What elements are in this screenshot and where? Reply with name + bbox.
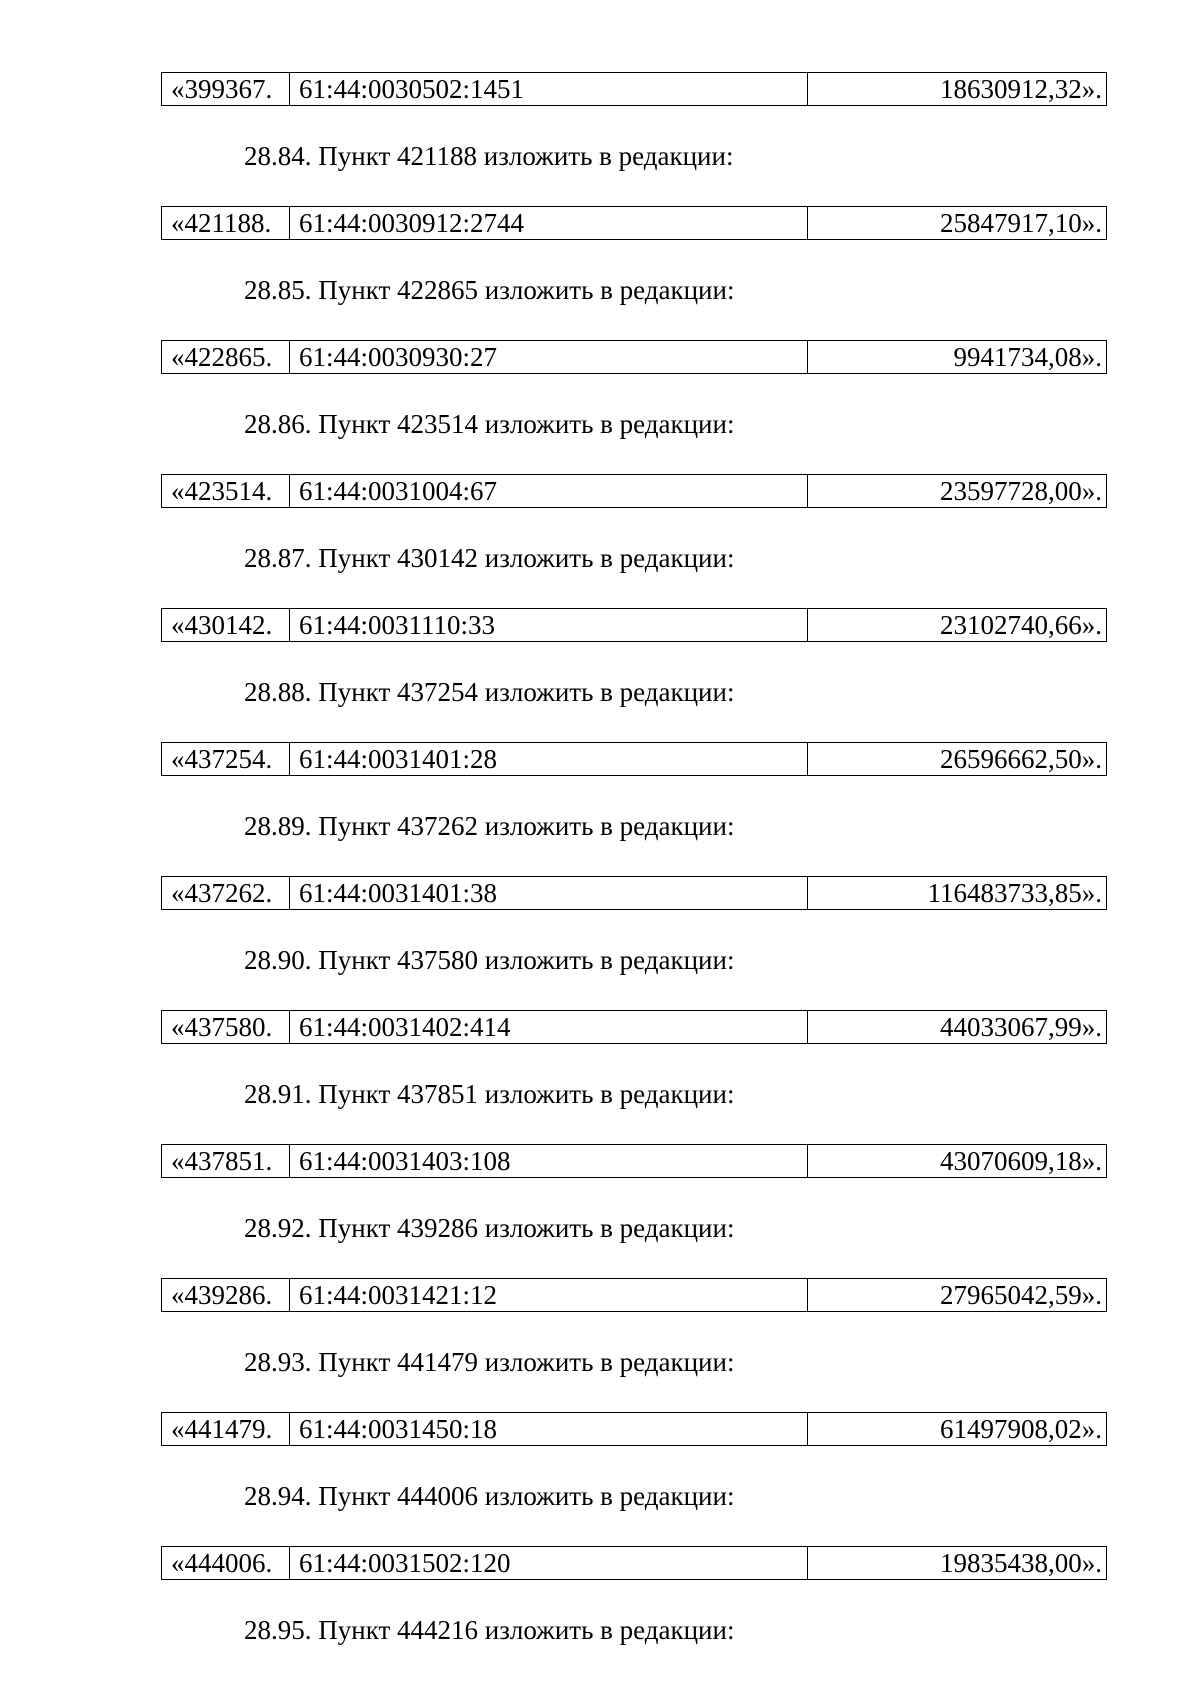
item-number-cell: «437580. [162,1011,290,1043]
instruction-paragraph: 28.93. Пункт 441479 изложить в редакции: [244,1347,735,1377]
cadastral-number-cell: 61:44:0031004:67 [290,475,808,507]
cadastral-number-cell: 61:44:0031403:108 [290,1145,808,1177]
instruction-paragraph: 28.85. Пункт 422865 изложить в редакции: [244,275,735,305]
table-row [161,72,1107,106]
item-number-cell: «437254. [162,743,290,775]
cadastral-value-cell: 23597728,00». [940,476,1102,506]
instruction-paragraph: 28.89. Пункт 437262 изложить в редакции: [244,811,735,841]
item-number-cell: «421188. [162,207,290,239]
cadastral-value-cell: 44033067,99». [940,1012,1102,1042]
table-row [161,340,1107,374]
cadastral-number-cell: 61:44:0031502:120 [290,1547,808,1579]
item-number-cell: «437262. [162,877,290,909]
cadastral-number-cell: 61:44:0031110:33 [290,609,808,641]
cadastral-value-cell: 9941734,08». [953,342,1102,372]
item-number-cell: «439286. [162,1279,290,1311]
instruction-paragraph: 28.94. Пункт 444006 изложить в редакции: [244,1481,735,1511]
table-row [161,1278,1107,1312]
instruction-paragraph: 28.92. Пункт 439286 изложить в редакции: [244,1213,735,1243]
cadastral-number-cell: 61:44:0030912:2744 [290,207,808,239]
cadastral-value-cell: 61497908,02». [940,1414,1102,1444]
table-row [161,876,1107,910]
instruction-paragraph: 28.84. Пункт 421188 изложить в редакции: [244,141,734,171]
table-row [161,1412,1107,1446]
cadastral-value-cell: 116483733,85». [927,878,1102,908]
item-number-cell: «444006. [162,1547,290,1579]
instruction-paragraph: 28.87. Пункт 430142 изложить в редакции: [244,543,735,573]
cadastral-value-cell: 18630912,32». [940,74,1102,104]
cadastral-number-cell: 61:44:0031421:12 [290,1279,808,1311]
item-number-cell: «399367. [162,73,290,105]
cadastral-number-cell: 61:44:0031402:414 [290,1011,808,1043]
instruction-paragraph: 28.95. Пункт 444216 изложить в редакции: [244,1615,735,1645]
table-row [161,474,1107,508]
table-row [161,742,1107,776]
instruction-paragraph: 28.88. Пункт 437254 изложить в редакции: [244,677,735,707]
item-number-cell: «441479. [162,1413,290,1445]
item-number-cell: «430142. [162,609,290,641]
cadastral-number-cell: 61:44:0031401:28 [290,743,808,775]
item-number-cell: «423514. [162,475,290,507]
cadastral-value-cell: 23102740,66». [940,610,1102,640]
table-row [161,1010,1107,1044]
instruction-paragraph: 28.91. Пункт 437851 изложить в редакции: [244,1079,735,1109]
cadastral-value-cell: 27965042,59». [940,1280,1102,1310]
table-row [161,608,1107,642]
cadastral-number-cell: 61:44:0030930:27 [290,341,808,373]
table-row [161,206,1107,240]
cadastral-value-cell: 43070609,18». [940,1146,1102,1176]
instruction-paragraph: 28.90. Пункт 437580 изложить в редакции: [244,945,735,975]
table-row [161,1144,1107,1178]
item-number-cell: «422865. [162,341,290,373]
cadastral-number-cell: 61:44:0030502:1451 [290,73,808,105]
cadastral-number-cell: 61:44:0031450:18 [290,1413,808,1445]
item-number-cell: «437851. [162,1145,290,1177]
cadastral-value-cell: 19835438,00». [940,1548,1102,1578]
instruction-paragraph: 28.86. Пункт 423514 изложить в редакции: [244,409,735,439]
cadastral-value-cell: 25847917,10». [940,208,1102,238]
table-row [161,1546,1107,1580]
cadastral-value-cell: 26596662,50». [940,744,1102,774]
cadastral-number-cell: 61:44:0031401:38 [290,877,808,909]
